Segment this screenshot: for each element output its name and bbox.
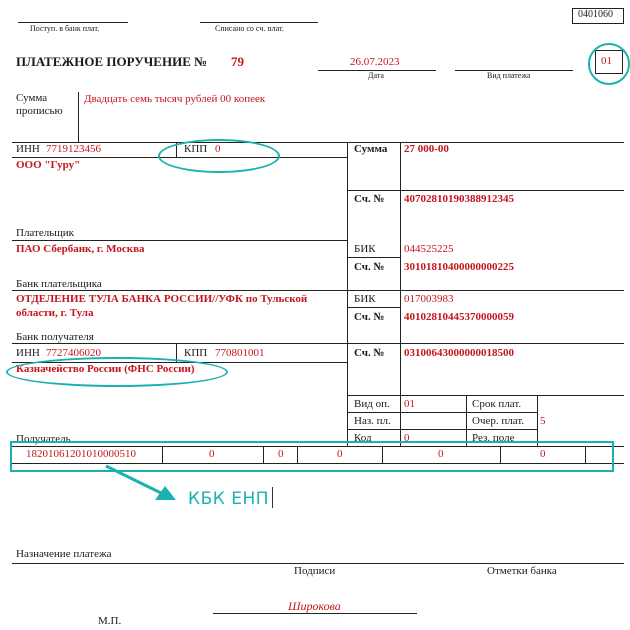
- received-label: Поступ. в банк плат.: [30, 24, 100, 33]
- payer-label: Плательщик: [16, 227, 74, 239]
- signature-line: [213, 613, 417, 614]
- tax-basis: 0: [278, 448, 284, 460]
- document-number: 79: [231, 54, 244, 69]
- payer-inn: 7719123456: [46, 143, 101, 155]
- recipient-bik: 017003983: [404, 293, 454, 305]
- payer-kpp: 0: [215, 143, 221, 155]
- recipient-bank-acc: 40102810445370000059: [404, 311, 514, 323]
- amount-label: Сумма: [354, 143, 388, 155]
- bank-marks-label: Отметки банка: [487, 565, 557, 577]
- op-naz-label: Наз. пл.: [354, 415, 391, 427]
- recipient-acc-label: Сч. №: [354, 347, 385, 359]
- recipient-name: Казначейство России (ФНС России): [16, 363, 195, 375]
- mp-label: М.П.: [98, 615, 122, 627]
- payer-account-label: Сч. №: [354, 193, 385, 205]
- signatures-label: Подписи: [294, 565, 336, 577]
- tax-oktmo: 0: [209, 448, 215, 460]
- op-vid-label: Вид оп.: [354, 398, 390, 410]
- payer-account: 40702810190388912345: [404, 193, 514, 205]
- op-vid: 01: [404, 398, 415, 410]
- recipient-bank-label: Банк получателя: [16, 331, 94, 343]
- payer-kpp-label: КПП: [184, 143, 208, 155]
- payer-corr-label: Сч. №: [354, 261, 385, 273]
- status-code: 01: [601, 55, 612, 67]
- debited-label: Списано со сч. плат.: [215, 24, 284, 33]
- date-label: Дата: [368, 71, 384, 80]
- amount-words-label-1: Сумма: [16, 92, 48, 104]
- recipient-inn-label: ИНН: [16, 347, 40, 359]
- payer-bik-label: БИК: [354, 243, 376, 255]
- payment-type-label: Вид платежа: [487, 71, 531, 80]
- recipient-acc: 03100643000000018500: [404, 347, 514, 359]
- payer-bank-name: ПАО Сбербанк, г. Москва: [16, 243, 145, 255]
- tax-period: 0: [337, 448, 343, 460]
- recipient-inn: 7727406020: [46, 347, 101, 359]
- form-code: 0401060: [578, 9, 613, 20]
- amount-words-value: Двадцать семь тысяч рублей 00 копеек: [84, 93, 266, 105]
- amount-words-label-2: прописью: [16, 105, 63, 117]
- document-date: 26.07.2023: [350, 56, 400, 68]
- tax-doc-number: 0: [438, 448, 444, 460]
- payer-bank-label: Банк плательщика: [16, 278, 102, 290]
- payer-inn-label: ИНН: [16, 143, 40, 155]
- recipient-bank-name-2: области, г. Тула: [16, 307, 94, 319]
- recipient-label: Получатель: [16, 433, 71, 445]
- op-ocher: 5: [540, 415, 546, 427]
- signature: Широкова: [288, 599, 341, 613]
- payer-corr: 30101810400000000225: [404, 261, 514, 273]
- payer-bik: 044525225: [404, 243, 454, 255]
- kbk-annotation: КБК ЕНП: [188, 489, 270, 509]
- op-ocher-label: Очер. плат.: [472, 415, 525, 427]
- tax-kbk: 18201061201010000510: [26, 448, 136, 460]
- payer-name: ООО "Гуру": [16, 159, 81, 171]
- recipient-bank-acc-label: Сч. №: [354, 311, 385, 323]
- op-kod-label: Код: [354, 432, 372, 444]
- text-cursor: [272, 487, 273, 508]
- op-kod: 0: [404, 432, 410, 444]
- purpose-label: Назначение платежа: [16, 548, 112, 560]
- recipient-bank-name-1: ОТДЕЛЕНИЕ ТУЛА БАНКА РОССИИ//УФК по Тульской: [16, 293, 308, 305]
- op-rez-label: Рез. поле: [472, 432, 515, 444]
- recipient-kpp: 770801001: [215, 347, 265, 359]
- recipient-kpp-label: КПП: [184, 347, 208, 359]
- amount-value: 27 000-00: [404, 143, 449, 155]
- tax-doc-date: 0: [540, 448, 546, 460]
- document-title: ПЛАТЕЖНОЕ ПОРУЧЕНИЕ №: [16, 54, 208, 69]
- op-srok-label: Срок плат.: [472, 398, 522, 410]
- recipient-bik-label: БИК: [354, 293, 376, 305]
